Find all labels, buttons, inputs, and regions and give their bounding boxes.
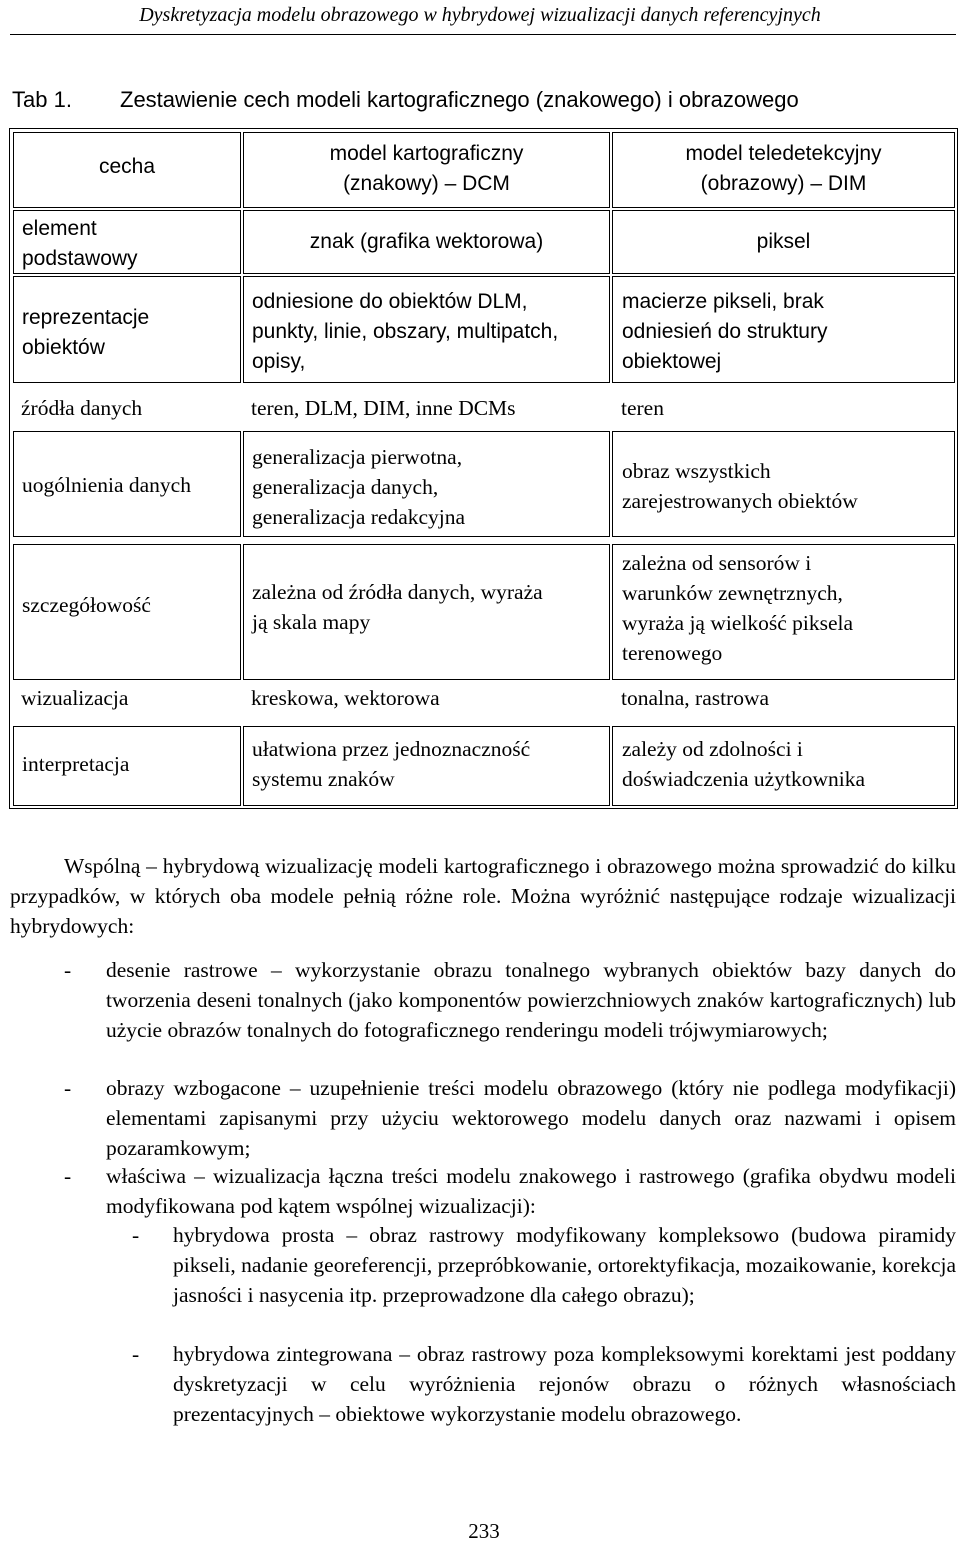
table-caption-text: Zestawienie cech modeli kartograficznego (znakowego) i obrazowego — [120, 87, 799, 112]
table-row-dcm: ułatwiona przez jednoznaczność systemu znaków — [243, 726, 610, 806]
table-row-feature: interpretacja — [13, 726, 241, 806]
table-row-feature: szczegółowość — [13, 544, 241, 680]
table-row-feature: źródła danych — [21, 396, 143, 420]
list-item: właściwa – wizualizacja łączna treści modelu znakowego i rastrowego (grafika obydwu modeli modyfikowana pod kątem wspólnej wizualizacji): — [106, 1164, 956, 1218]
list-dash: - — [64, 958, 72, 982]
table-row-feature: reprezentacje obiektów — [13, 276, 241, 383]
table-row-dim: tonalna, rastrowa — [621, 686, 770, 710]
table-row-dcm: odniesione do obiektów DLM, punkty, linie, obszary, multipatch, opisy, — [243, 276, 610, 383]
table-row-dim: piksel — [612, 210, 955, 274]
table-row-feature: wizualizacja — [21, 686, 129, 710]
running-header: Dyskretyzacja modelu obrazowego w hybrydowej wizualizacji danych referencyjnych — [139, 4, 821, 26]
table-row-dcm: znak (grafika wektorowa) — [243, 210, 610, 274]
list-item: obrazy wzbogacone – uzupełnienie treści modelu obrazowego (który nie podlega modyfikacji) elementami zapisanymi przy użyciu wektorowego modelu danych oraz nazwami i opisem pozaramkowym; — [106, 1076, 956, 1160]
table-row-dcm: teren, DLM, DIM, inne DCMs — [251, 396, 516, 420]
table-row-dim: obraz wszystkich zarejestrowanych obiektów — [612, 431, 955, 537]
table-row-dim: macierze pikseli, brak odniesień do struktury obiektowej — [612, 276, 955, 383]
table-row-dim: teren — [621, 396, 664, 420]
header-cell-dcm: model kartograficzny (znakowy) – DCM — [243, 132, 610, 208]
table-row-dcm: kreskowa, wektorowa — [251, 686, 440, 710]
header-rule — [10, 34, 956, 35]
table-row-dim: zależy od zdolności i doświadczenia użytkownika — [612, 726, 955, 806]
table-row-feature: element podstawowy — [13, 210, 241, 274]
list-dash: - — [64, 1076, 72, 1100]
sublist-item: hybrydowa prosta – obraz rastrowy modyfikowany kompleksowo (budowa piramidy pikseli, nadanie georeferencji, przepróbkowanie, ortorektyfikacja, mozaikowanie, korekcja jasności i nasycenia itp. przeprowadzone dla całego obrazu); — [173, 1223, 956, 1307]
header-cell-dim: model teledetekcyjny (obrazowy) – DIM — [612, 132, 955, 208]
list-item: desenie rastrowe – wykorzystanie obrazu tonalnego wybranych obiektów bazy danych do tworzenia deseni tonalnych (jako komponentów powierzchniowych znaków kartograficznych) lub użycie obrazów tonalnych do fotograficznego renderingu modeli trójwymiarowych; — [106, 958, 956, 1042]
table-row-dim: zależna od sensorów i warunków zewnętrznych, wyraża ją wielkość piksela terenowego — [612, 544, 955, 680]
table-row-feature: uogólnienia danych — [13, 431, 241, 537]
list-dash: - — [64, 1164, 72, 1188]
header-cell-feature: cecha — [13, 132, 241, 208]
sublist-dash: - — [132, 1223, 140, 1247]
intro-paragraph: Wspólną – hybrydową wizualizację modeli kartograficznego i obrazowego można sprowadzić do kilku przypadków, w których oba modele pełnią różne role. Można wyróżnić następujące rodzaje wizualizacji hybrydowych: — [10, 854, 956, 938]
table-row-dcm: zależna od źródła danych, wyraża ją skala mapy — [243, 544, 610, 680]
page-number: 233 — [468, 1519, 500, 1543]
sublist-item: hybrydowa zintegrowana – obraz rastrowy poza kompleksowymi korektami jest poddany dyskretyzacji w celu wyróżnienia rejonów obrazu o różnych własnościach prezentacyjnych – obiektowe wykorzystanie modelu obrazowego. — [173, 1342, 956, 1426]
sublist-dash: - — [132, 1342, 140, 1366]
table-row-dcm: generalizacja pierwotna, generalizacja danych, generalizacja redakcyjna — [243, 431, 610, 537]
table-caption-label: Tab 1. — [12, 87, 72, 112]
feature-comparison-table — [9, 128, 958, 809]
